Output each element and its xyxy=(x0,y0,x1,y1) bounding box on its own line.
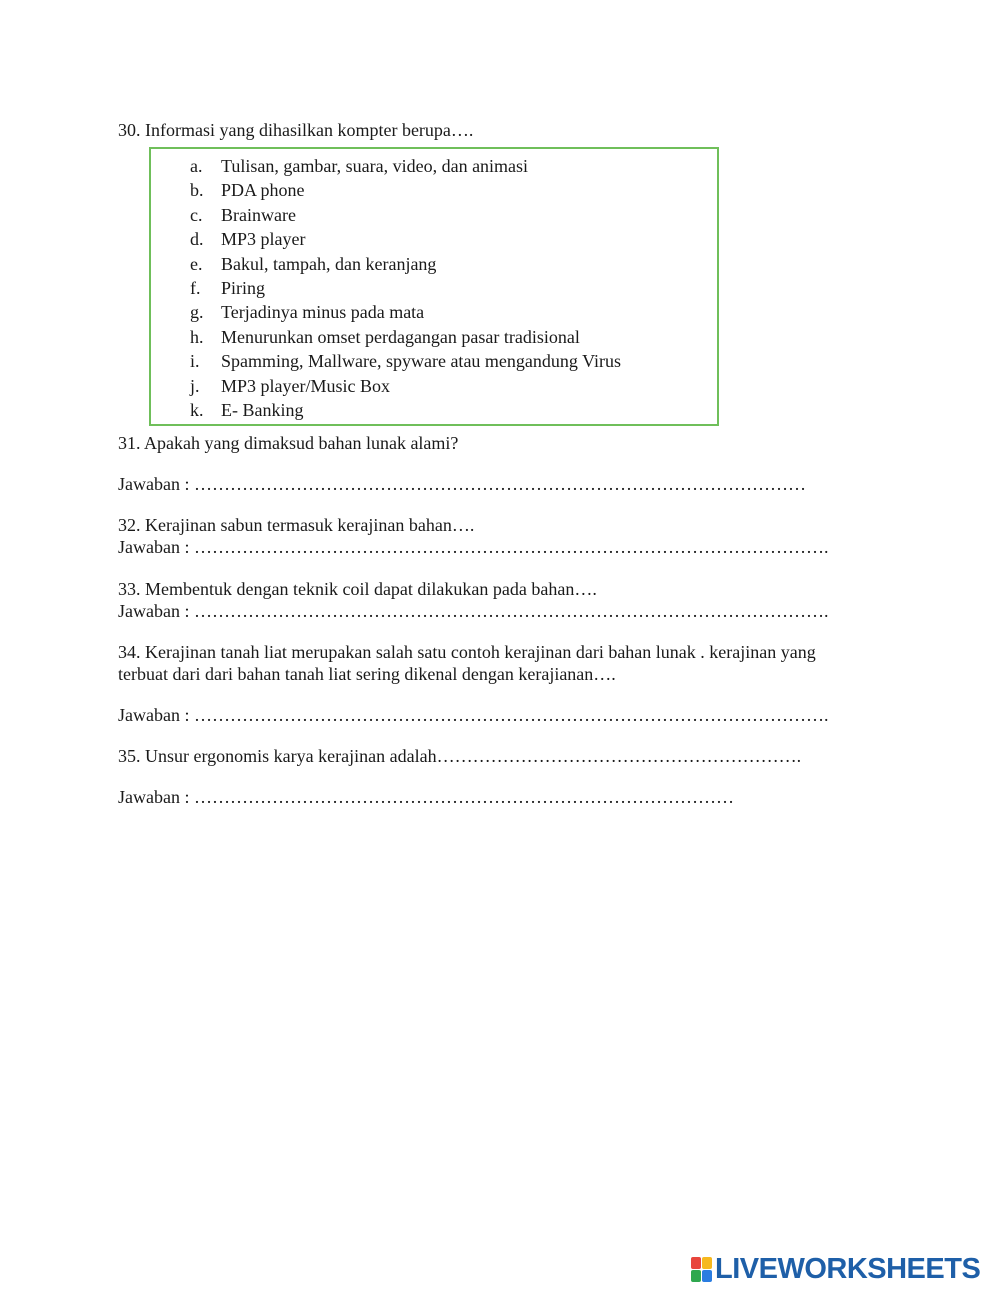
question-31-text: 31. Apakah yang dimaksud bahan lunak alami? xyxy=(118,433,459,453)
option-text: PDA phone xyxy=(221,180,305,201)
logo-text: LIVEWORKSHEETS xyxy=(715,1253,981,1285)
options-list xyxy=(190,155,621,423)
option-text: MP3 player/Music Box xyxy=(221,375,390,396)
option-item xyxy=(190,179,621,203)
option-letter: f. xyxy=(190,277,201,298)
option-item xyxy=(190,375,621,399)
option-text: Menurunkan omset perdagangan pasar tradisional xyxy=(221,326,580,347)
option-item xyxy=(190,326,621,350)
question-30-text: 30. Informasi yang dihasilkan kompter berupa…. xyxy=(118,120,474,140)
option-letter: b. xyxy=(190,180,204,201)
answer-33-field[interactable]: Jawaban : ……………………………………………………………………………………………. xyxy=(118,601,829,621)
option-text: Terjadinya minus pada mata xyxy=(221,302,425,323)
answer-31-field[interactable]: Jawaban : ………………………………………………………………………………………… xyxy=(118,474,806,494)
option-letter: g. xyxy=(190,302,204,323)
liveworksheets-logo xyxy=(691,1254,980,1284)
option-letter: a. xyxy=(190,156,203,176)
answer-35-field[interactable]: Jawaban : ……………………………………………………………………………… xyxy=(118,787,734,807)
answer-32-field[interactable]: Jawaban : ……………………………………………………………………………………………. xyxy=(118,537,829,557)
question-33-text: 33. Membentuk dengan teknik coil dapat dilakukan pada bahan…. xyxy=(118,579,597,599)
option-item xyxy=(190,253,621,277)
option-letter: j. xyxy=(190,375,200,396)
option-text: E- Banking xyxy=(221,399,304,420)
option-letter: i. xyxy=(190,351,200,372)
option-letter: e. xyxy=(190,253,203,274)
option-text: Spamming, Mallware, spyware atau mengandung Virus xyxy=(221,351,621,372)
option-item xyxy=(190,399,621,423)
question-32-text: 32. Kerajinan sabun termasuk kerajinan bahan…. xyxy=(118,515,475,535)
question-34-line1: 34. Kerajinan tanah liat merupakan salah satu contoh kerajinan dari bahan lunak . kerajinan yang xyxy=(118,642,816,662)
option-letter: k. xyxy=(190,399,204,420)
option-item xyxy=(190,350,621,374)
option-item xyxy=(190,204,621,228)
option-text: Bakul, tampah, dan keranjang xyxy=(221,253,437,274)
option-text: Brainware xyxy=(221,204,296,225)
option-letter: h. xyxy=(190,326,204,347)
option-letter: c. xyxy=(190,204,203,225)
option-text: Piring xyxy=(221,277,266,298)
question-35-text: 35. Unsur ergonomis karya kerajinan adalah……………………………………………………. xyxy=(118,746,802,766)
question-34-line2: terbuat dari dari bahan tanah liat sering dikenal dengan kerajianan…. xyxy=(118,664,616,684)
option-item xyxy=(190,228,621,252)
option-letter: d. xyxy=(190,229,204,250)
option-item xyxy=(190,301,621,325)
option-text: Tulisan, gambar, suara, video, dan animasi xyxy=(221,156,529,176)
logo-mark-icon xyxy=(691,1257,711,1281)
answer-34-field[interactable]: Jawaban : ……………………………………………………………………………………………. xyxy=(118,705,829,725)
option-item xyxy=(190,155,621,179)
option-item xyxy=(190,277,621,301)
option-text: MP3 player xyxy=(221,229,306,250)
